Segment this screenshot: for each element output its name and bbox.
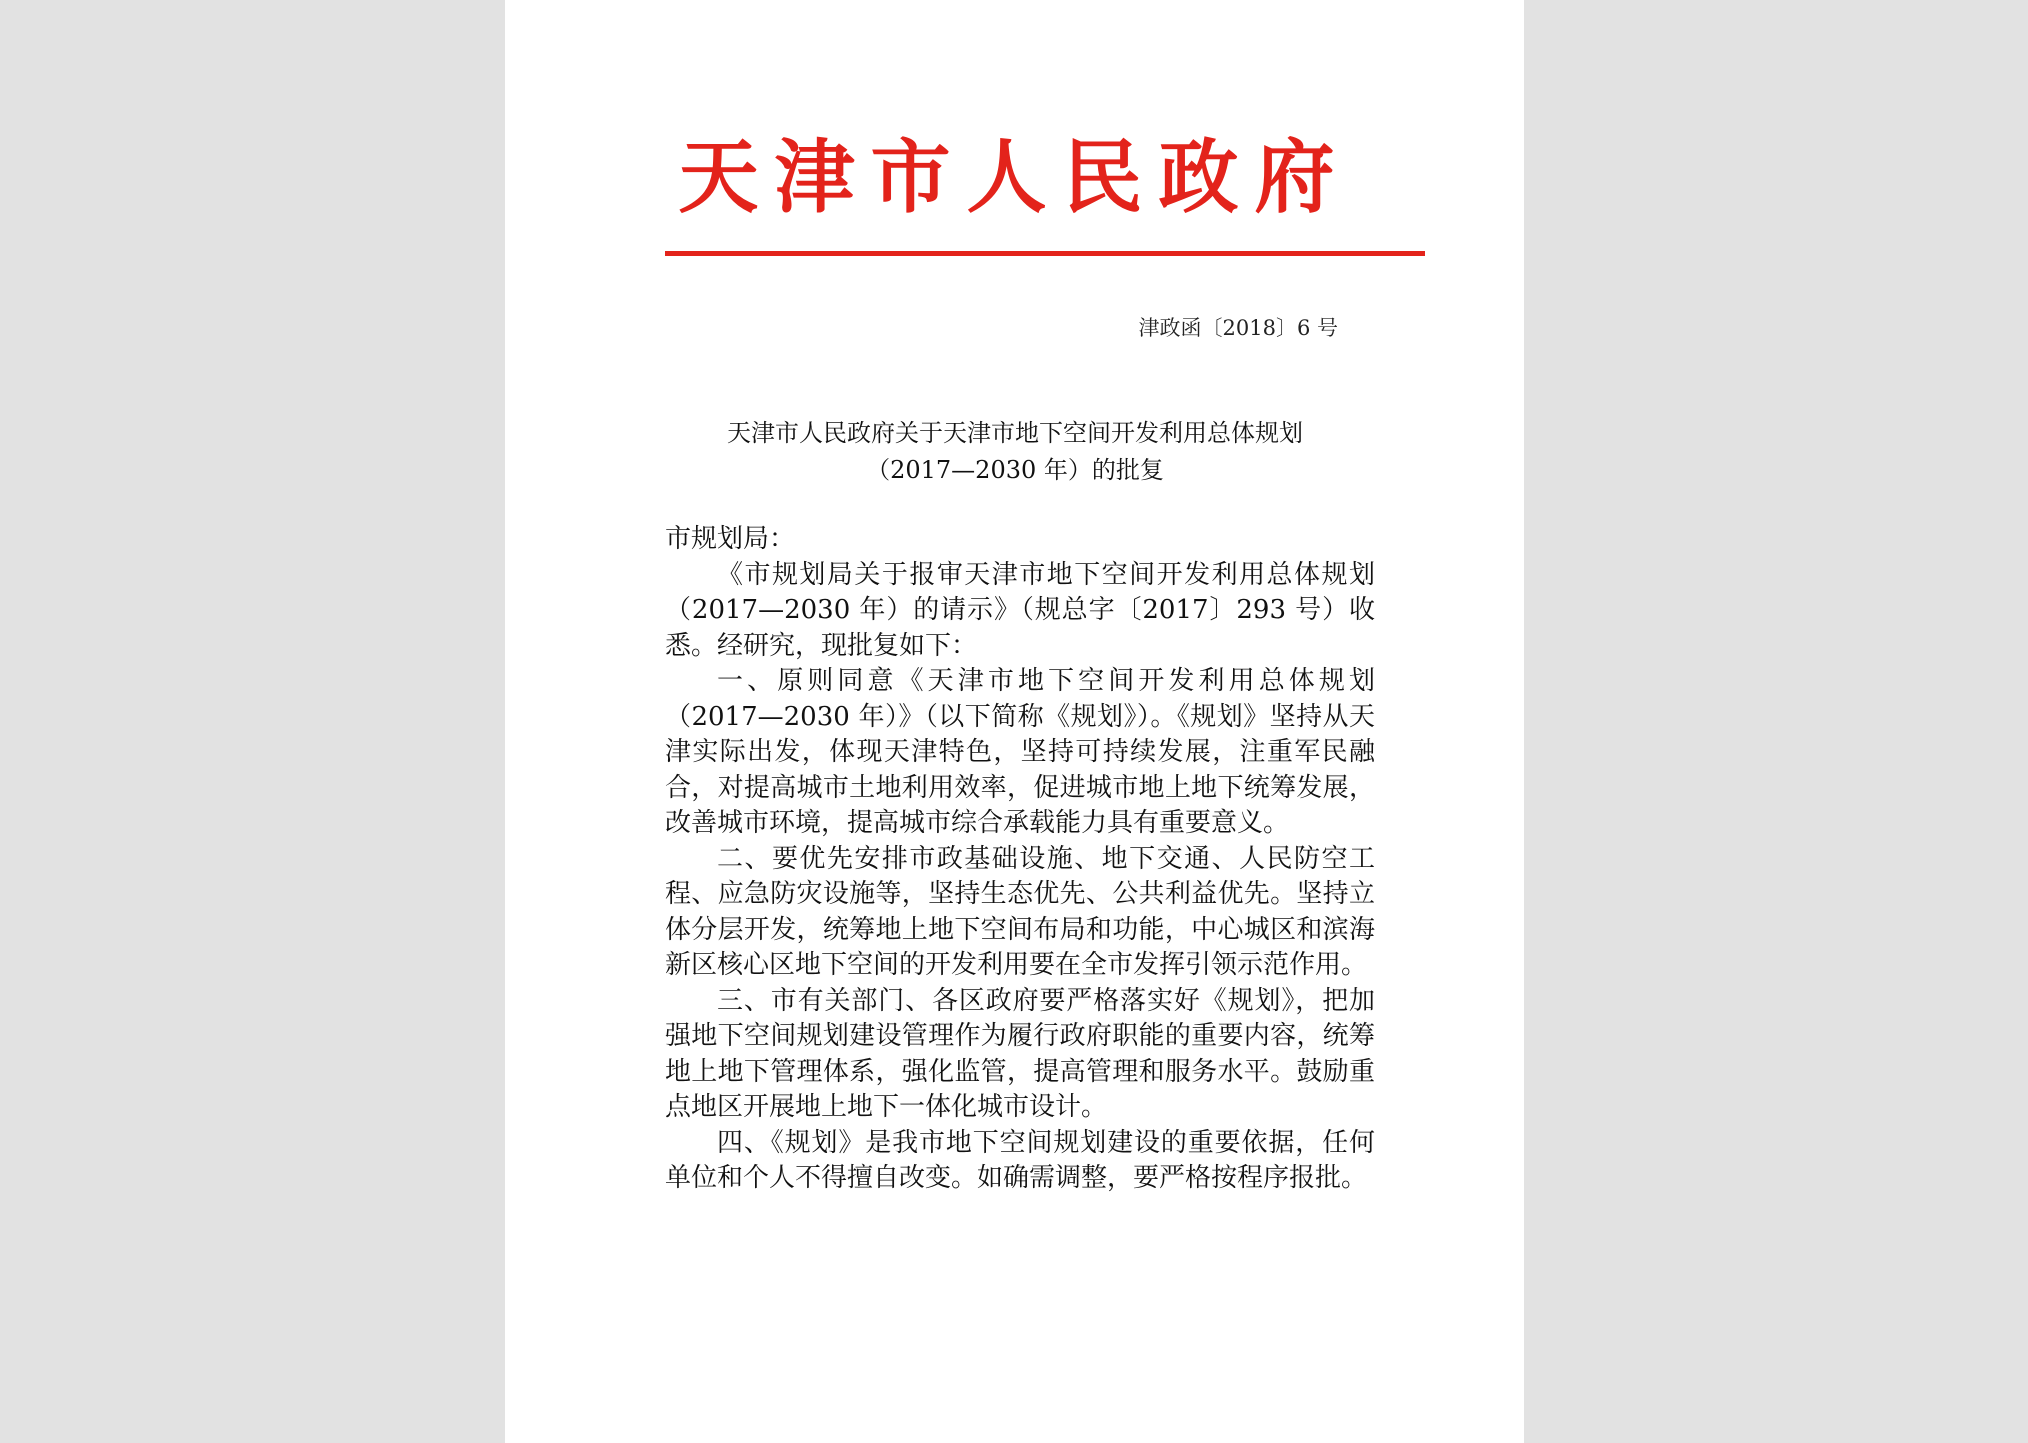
document-title-line-1: 天津市人民政府关于天津市地下空间开发利用总体规划 xyxy=(727,419,1303,447)
document-page xyxy=(505,0,1524,1443)
body-paragraph: 四、《规划》是我市地下空间规划建设的重要依据，任何单位和个人不得擅自改变。如确需调整，要严格按程序报批。 xyxy=(665,1127,1375,1193)
addressee: 市规划局： xyxy=(665,524,796,554)
red-divider-line xyxy=(665,251,1425,256)
issuer-red-header: 天津市人民政府 xyxy=(678,131,1351,224)
document-title-line-2: （2017—2030 年）的批复 xyxy=(866,456,1164,484)
body-paragraph: 二、要优先安排市政基础设施、地下交通、人民防空工程、应急防灾设施等，坚持生态优先、公共利益优先。坚持立体分层开发，统筹地上地下空间布局和功能，中心城区和滨海新区核心区地下空间的开发利用要在全市发挥引领示范作用。 xyxy=(665,843,1375,980)
body-paragraph: 《市规划局关于报审天津市地下空间开发利用总体规划（2017—2030 年）的请示》（规总字〔2017〕293 号）收悉。经研究，现批复如下： xyxy=(665,559,1375,661)
body-paragraph: 一、原则同意《天津市地下空间开发利用总体规划（2017—2030 年）》（以下简称《规划》）。《规划》坚持从天津实际出发，体现天津特色，坚持可持续发展，注重军民融合，对提高城市土地利用效率，促进城市地上地下统筹发展，改善城市环境，提高城市综合承载能力具有重要意义。 xyxy=(665,666,1375,838)
document-number: 津政函〔2018〕6 号 xyxy=(1138,316,1338,340)
document-title xyxy=(625,415,1405,489)
document-body xyxy=(665,522,1375,1197)
body-paragraph: 三、市有关部门、各区政府要严格落实好《规划》，把加强地下空间规划建设管理作为履行政府职能的重要内容，统筹地上地下管理体系，强化监管，提高管理和服务水平。鼓励重点地区开展地上地下一体化城市设计。 xyxy=(665,985,1375,1122)
